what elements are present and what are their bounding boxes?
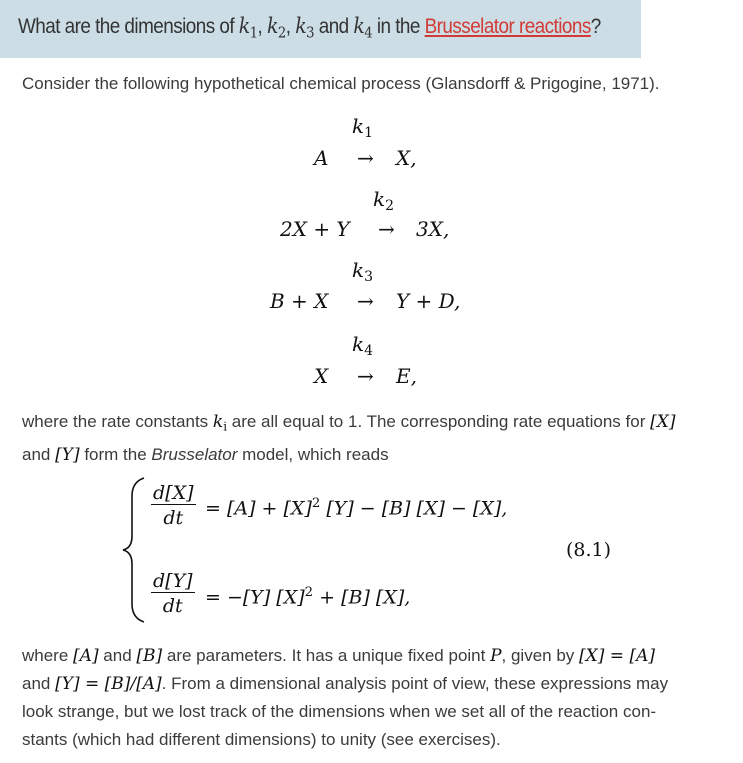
equation-1-rhs: = $[A] + [X]^2$ [Y] − [B] [X] − [X],: [205, 496, 508, 520]
equation-number: (8.1): [566, 539, 612, 561]
x-concentration: [X]: [650, 412, 676, 432]
reaction3-lhs: B + X: [270, 289, 329, 313]
dy-numerator: d[Y]: [153, 570, 193, 592]
title-text: What are the dimensions of: [18, 15, 239, 38]
a-parameter: [A]: [73, 646, 99, 666]
reaction4-rhs: E,: [396, 364, 417, 388]
intro-text: Consider the following hypothetical chemical process (Glansdorff & Prigogine, 1971).: [22, 74, 660, 93]
fixed-point-symbol: P: [490, 646, 502, 666]
reaction2-arrow: →: [378, 217, 395, 241]
reaction2-rhs: 3X,: [416, 217, 450, 241]
dx-numerator: d[X]: [153, 482, 194, 504]
k4-symbol: $k_4$: [353, 14, 373, 42]
system-brace: [120, 476, 150, 624]
reaction4-lhs: X: [314, 364, 329, 388]
reaction1-rhs: X,: [396, 146, 417, 170]
model-name: Brusselator: [151, 444, 238, 464]
fixed-point-x: [X] = [A]: [579, 646, 655, 666]
reaction3-rhs: Y + D,: [396, 289, 461, 313]
equation-2-rhs: = −[Y] $[X]^2 + [B]$ [X],: [205, 585, 411, 609]
dy-denominator: dt: [162, 595, 183, 617]
dx-denominator: dt: [163, 507, 184, 529]
b-parameter: [B]: [136, 646, 163, 666]
reaction1-lhs: A: [314, 146, 329, 170]
rate-constant-k3: $k_3$: [352, 258, 374, 286]
dx-dt-fraction: [151, 482, 196, 529]
question-header: [0, 0, 641, 58]
rate-constant-k2: $k_2$: [373, 187, 395, 215]
y-concentration: [Y]: [55, 444, 80, 465]
rate-constant-k1: $k_1$: [352, 114, 374, 142]
reaction4-arrow: →: [357, 364, 374, 388]
ki-symbol: $k_i$: [212, 412, 228, 434]
k1-symbol: $k_1$: [238, 14, 258, 42]
reaction2-lhs: 2X + Y: [280, 217, 350, 241]
rate-constant-k4: $k_4$: [352, 332, 374, 360]
fixed-point-y: [Y] = [B]/[A]: [55, 674, 162, 694]
dy-dt-fraction: [151, 570, 195, 617]
question-title: What are the dimensions of $k_1$, $k_2$, $k_3$ and $k_4$ in the Brusselator reactions?: [18, 14, 601, 42]
fixed-point-paragraph: where [A] and [B] are parameters. It has a unique fixed point P, given by [X] = [A] and [Y] = [B]/[A]. From a dimensional analysis point of view, these expressions may look strange, but we lost track of the dimensions when we set all of the reaction con- stants (which had different dimensions) to unity (see exercises).: [22, 646, 669, 749]
brusselator-link[interactable]: Brusselator reactions: [424, 15, 591, 38]
k2-symbol: $k_2$: [266, 14, 286, 42]
reaction1-arrow: →: [357, 146, 374, 170]
rate-equation-paragraph: where the rate constants $k_i$ are all equal to 1. The corresponding rate equations for [X] and [Y] form the Brusselator model, which reads: [22, 412, 676, 465]
reaction3-arrow: →: [357, 289, 374, 313]
k3-symbol: $k_3$: [295, 14, 315, 42]
